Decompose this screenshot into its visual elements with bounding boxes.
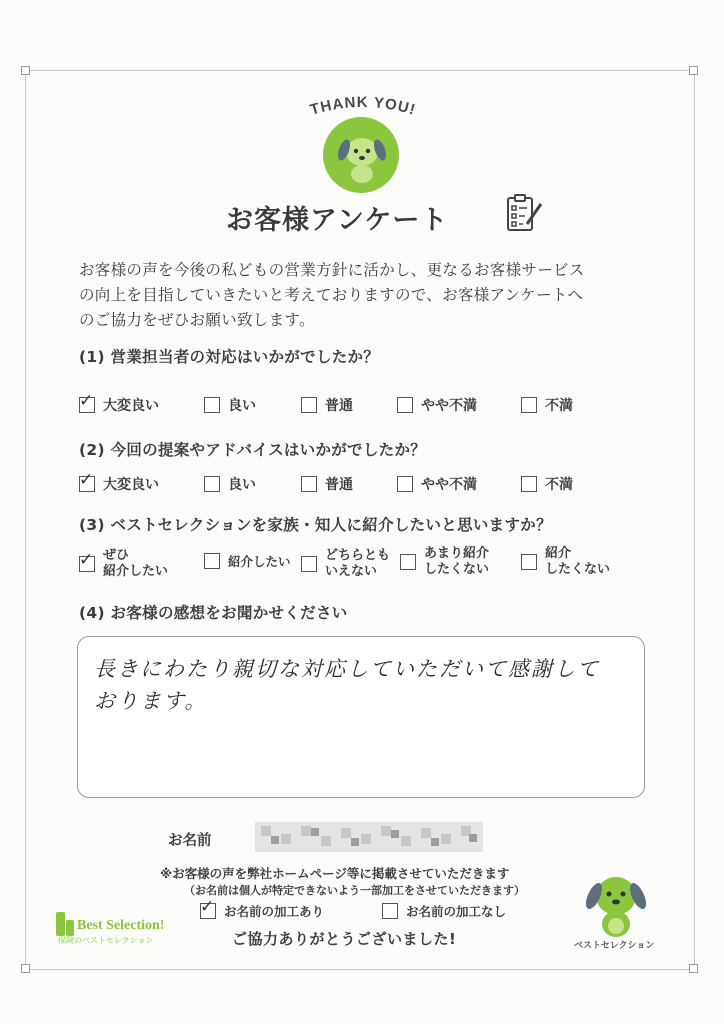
- svg-text:Best Selection!: Best Selection!: [77, 918, 165, 933]
- q1-option-normal[interactable]: 普通: [301, 395, 353, 415]
- closing-thanks: ご協力ありがとうございました!: [232, 930, 457, 948]
- checkbox[interactable]: [301, 397, 317, 413]
- checkbox[interactable]: [204, 476, 220, 492]
- intro-text: お客様の声を今後の私どもの営業方針に活かし、更なるお客様サービス の向上を目指していきたいと考えておりますので、お客様アンケートへ のご協力をぜひお願い致します。: [79, 261, 585, 329]
- checkbox[interactable]: [521, 554, 537, 570]
- q2-option-very-good[interactable]: ✓ 大変良い: [79, 470, 159, 493]
- question-1: (1) 営業担当者の対応はいかがでしたか？: [79, 348, 380, 366]
- corner-mark: [21, 66, 30, 75]
- q2-option-somewhat-dissatisfied[interactable]: やや不満: [397, 474, 477, 494]
- corner-mark: [689, 964, 698, 973]
- q2-option-dissatisfied[interactable]: 不満: [521, 474, 573, 494]
- checkbox[interactable]: [200, 897, 216, 919]
- name-processing-yes[interactable]: ✓ お名前の加工あり: [200, 897, 325, 919]
- q2-option-good[interactable]: 良い: [204, 474, 256, 494]
- checkbox[interactable]: [521, 476, 537, 492]
- mascot-caption: ベストセレクション: [574, 941, 655, 951]
- best-selection-logo: [56, 910, 180, 946]
- q1-option-somewhat-dissatisfied[interactable]: やや不満: [397, 395, 477, 415]
- svg-text:保険のベストセレクション: 保険のベストセレクション: [58, 936, 154, 945]
- question-2: (2) 今回の提案やアドバイスはいかがでしたか？: [79, 441, 427, 459]
- check-mark-icon: ✓: [79, 470, 94, 490]
- q3-option-not-really[interactable]: あまり紹介 したくない: [400, 546, 489, 578]
- q1-option-very-good[interactable]: ✓ 大変良い: [79, 391, 159, 414]
- q1-option-dissatisfied[interactable]: 不満: [521, 395, 573, 415]
- handwritten-answer: 長きにわたり親切な対応していただいて感謝して おります。: [94, 657, 600, 713]
- checkbox[interactable]: [382, 903, 398, 919]
- dog-mascot-icon: [322, 116, 400, 194]
- q1-option-good[interactable]: 良い: [204, 395, 256, 415]
- svg-text:THANK YOU!: THANK YOU!: [308, 94, 418, 119]
- checkbox[interactable]: [397, 397, 413, 413]
- check-mark-icon: ✓: [79, 550, 94, 570]
- dog-mascot-icon: [578, 868, 654, 948]
- clipboard-pen-icon: [503, 192, 545, 234]
- check-mark-icon: ✓: [200, 897, 215, 917]
- q2-option-normal[interactable]: 普通: [301, 474, 353, 494]
- corner-mark: [21, 964, 30, 973]
- page-title: お客様アンケート: [226, 205, 449, 236]
- anonymization-notice: （お名前は個人が特定できないよう一部加工をさせていただきます）: [184, 884, 525, 897]
- name-label: お名前: [168, 833, 212, 849]
- q3-option-do-not-want[interactable]: 紹介 したくない: [521, 546, 610, 578]
- q3-option-neutral[interactable]: どちらとも いえない: [301, 548, 390, 580]
- checkbox[interactable]: [79, 550, 95, 572]
- name-processing-no[interactable]: お名前の加工なし: [382, 902, 506, 920]
- publication-notice: ※お客様の声を弊社ホームページ等に掲載させていただきます: [160, 866, 510, 881]
- question-3: (3) ベストセレクションを家族・知人に紹介したいと思いますか？: [79, 516, 552, 534]
- question-4: (4) お客様の感想をお聞かせください: [79, 604, 348, 622]
- checkbox[interactable]: [301, 556, 317, 572]
- checkbox[interactable]: [204, 553, 220, 569]
- checkbox[interactable]: [397, 476, 413, 492]
- checkbox[interactable]: [79, 391, 95, 413]
- q3-option-definitely[interactable]: ✓ ぜひ 紹介したい: [79, 548, 169, 579]
- checkbox[interactable]: [79, 470, 95, 492]
- check-mark-icon: ✓: [79, 391, 94, 411]
- checkbox[interactable]: [301, 476, 317, 492]
- checkbox[interactable]: [521, 397, 537, 413]
- redacted-name: [255, 820, 483, 854]
- checkbox[interactable]: [400, 554, 416, 570]
- corner-mark: [689, 66, 698, 75]
- q3-option-want-to[interactable]: 紹介したい: [204, 552, 291, 570]
- checkbox[interactable]: [204, 397, 220, 413]
